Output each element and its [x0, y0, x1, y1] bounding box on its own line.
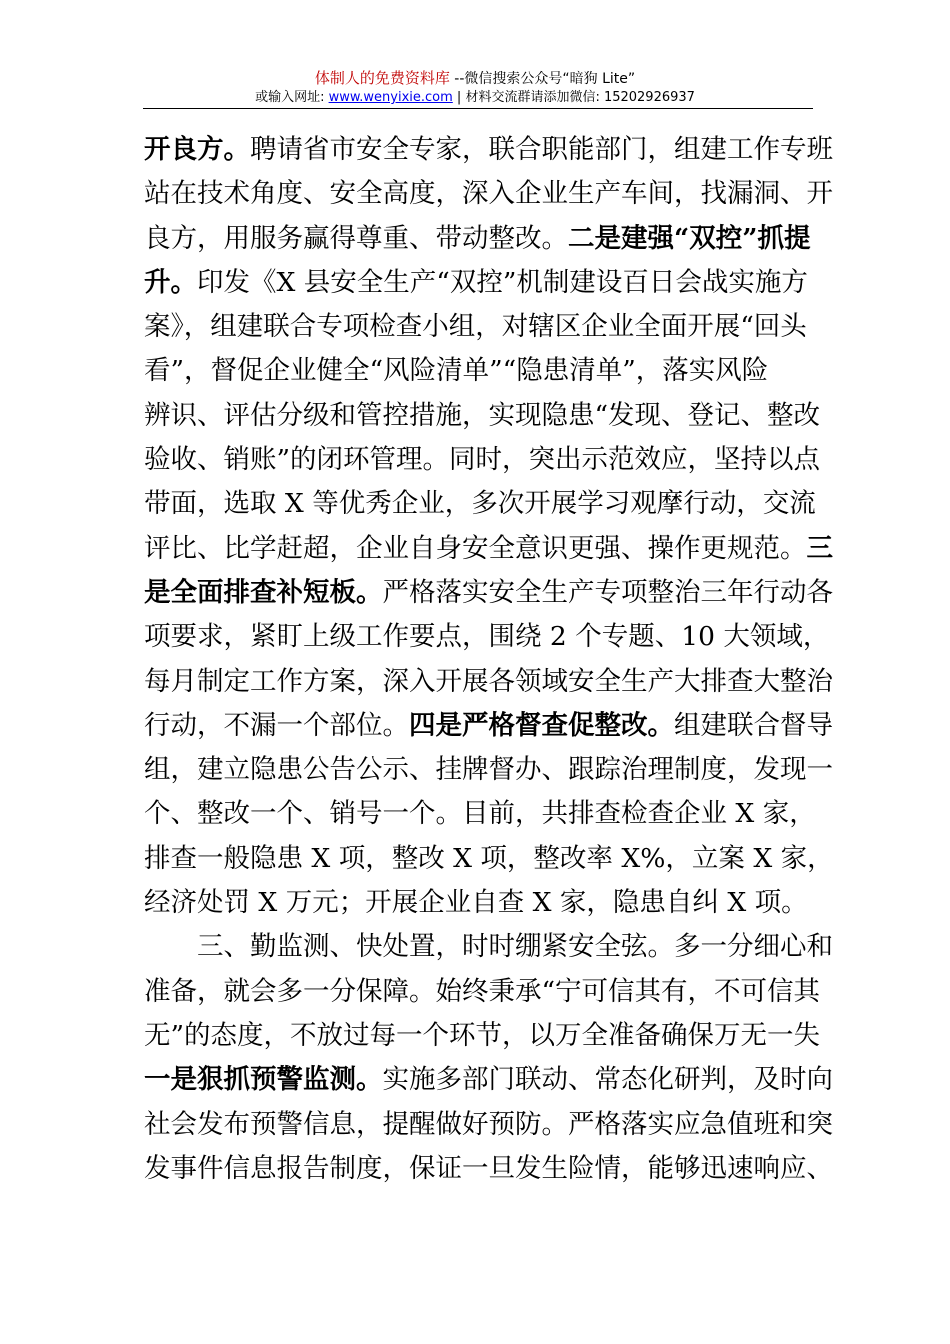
- text-line: [144, 837, 834, 881]
- text-line: [144, 527, 833, 571]
- text-segment: 评比、比学赶超，企业自身安全意识更强、操作更规范。: [144, 532, 807, 564]
- header-url-prefix: 或输入网址:: [255, 90, 329, 105]
- text-segment: 聘请省市安全专家，联合职能部门，组建工作专班: [250, 134, 833, 165]
- header-brand: 体制人的免费资料库: [314, 69, 450, 87]
- text-segment: 行动，不漏一个部位。: [144, 709, 409, 741]
- text-line: [144, 1103, 833, 1147]
- text-line: [144, 660, 833, 704]
- text-line: [144, 261, 812, 305]
- text-line: [144, 925, 833, 969]
- text-segment: 良方，用服务赢得尊重、带动整改。: [144, 222, 568, 254]
- text-segment: 严格落实安全生产专项整治三年行动各: [382, 576, 833, 608]
- text-line: [144, 1147, 833, 1191]
- text-line: [144, 394, 821, 438]
- text-line: [144, 438, 821, 482]
- text-segment: 无”的态度，不放过每一个环节，以万全准备确保万无一失: [144, 1019, 821, 1051]
- text-segment: 社会发布预警信息，提醒做好预防。严格落实应急值班和突: [144, 1108, 833, 1140]
- text-line: [144, 704, 833, 748]
- header-url-link[interactable]: www.wenyixie.com: [328, 90, 453, 105]
- header-divider: [143, 108, 813, 109]
- text-segment: 辨识、评估分级和管控措施，实现隐患“发现、登记、整改: [144, 399, 821, 431]
- text-line: [144, 217, 812, 261]
- text-segment: 案》，组建联合专项检查小组，对辖区企业全面开展“回头: [144, 311, 807, 343]
- bold-text-segment: 开良方。: [144, 134, 250, 165]
- bold-text-segment: 一是狠抓预警监测。: [144, 1064, 383, 1096]
- text-segment: 个、整改一个、销号一个。目前，共排查检查企业 X 家，: [144, 798, 816, 830]
- text-segment: 站在技术角度、安全高度，深入企业生产车间，找漏洞、开: [144, 178, 833, 210]
- text-line: [144, 128, 833, 172]
- text-segment: 经济处罚 X 万元；开展企业自查 X 家，隐患自纠 X 项。: [144, 887, 808, 919]
- text-line: [144, 881, 812, 925]
- text-line: [144, 792, 816, 836]
- header-title-line: [0, 68, 950, 89]
- bold-text-segment: 是全面排查补短板。: [144, 576, 383, 608]
- text-line: [144, 349, 812, 393]
- text-line: [144, 970, 821, 1014]
- text-line: [144, 1014, 821, 1058]
- text-segment: 每月制定工作方案，深入开展各领域安全生产大排查大整治: [144, 665, 833, 697]
- bold-text-segment: 三: [806, 532, 833, 564]
- text-segment: 三、勤监测、快处置，时时绷紧安全弦。多一分细心和: [197, 931, 833, 963]
- bold-text-segment: 四是严格督查促整改。: [409, 709, 674, 741]
- text-line: [144, 615, 830, 659]
- bold-text-segment: 二是建强“双控”抓提: [568, 222, 811, 254]
- text-line: [144, 571, 833, 615]
- text-segment: 组，建立隐患公告公示、挂牌督办、跟踪治理制度，发现一: [144, 754, 833, 786]
- text-line: [144, 1058, 833, 1102]
- text-segment: 项要求，紧盯上级工作要点，围绕 2 个专题、10 大领域，: [144, 621, 830, 653]
- text-line: [144, 305, 812, 349]
- text-segment: 印发《X 县安全生产“双控”机制建设百日会战实施方: [197, 266, 808, 298]
- bold-text-segment: 升。: [144, 266, 197, 298]
- text-segment: 发事件信息报告制度，保证一旦发生险情，能够迅速响应、: [144, 1152, 833, 1184]
- text-segment: 排查一般隐患 X 项，整改 X 项，整改率 X%，立案 X 家，: [144, 842, 834, 874]
- text-segment: 带面，选取 X 等优秀企业，多次开展学习观摩行动，交流: [144, 488, 816, 520]
- text-segment: 实施多部门联动、常态化研判，及时向: [382, 1064, 833, 1096]
- page-header: [0, 68, 950, 107]
- text-segment: 准备，就会多一分保障。始终秉承“宁可信其有，不可信其: [144, 975, 821, 1007]
- document-body: [144, 128, 834, 1191]
- text-line: [144, 748, 833, 792]
- header-tagline: --微信搜索公众号“暗狗 Lite”: [449, 71, 636, 87]
- text-segment: 验收、销账”的闭环管理。同时，突出示范效应，坚持以点: [144, 444, 821, 476]
- header-url-line: [0, 89, 950, 107]
- text-line: [144, 172, 833, 216]
- header-contact: | 材料交流群请添加微信: 15202926937: [452, 90, 695, 105]
- text-segment: 看”，督促企业健全“风险清单”“隐患清单”，落实风险: [144, 355, 769, 387]
- text-segment: 组建联合督导: [674, 709, 833, 741]
- text-line: [144, 482, 816, 526]
